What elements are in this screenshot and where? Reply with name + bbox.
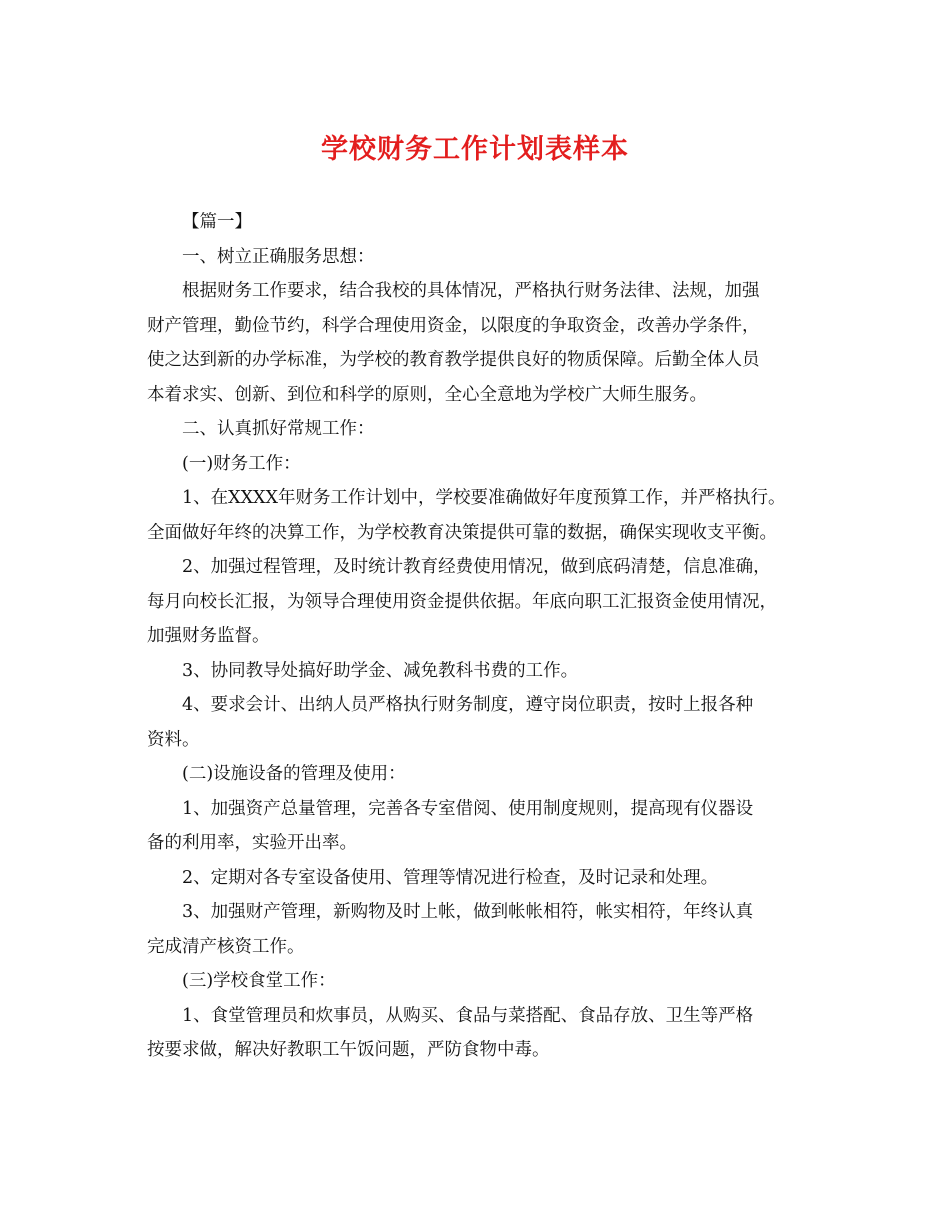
text-line: 1、加强资产总量管理，完善各专室借阅、使用制度规则，提高现有仪器设: [182, 798, 754, 819]
text-line: 按要求做，解决好教职工午饭问题，严防食物中毒。: [147, 1040, 550, 1060]
text-line: 3、协同教导处搞好助学金、减免教科书费的工作。: [182, 660, 579, 681]
paragraph: [147, 274, 817, 412]
paragraph: [147, 481, 817, 550]
paragraph: [147, 757, 817, 792]
paragraph: [147, 447, 817, 482]
paragraph: [147, 792, 817, 861]
text-line: 2、加强过程管理，及时统计教育经费使用情况，做到底码清楚，信息准确，: [182, 557, 771, 577]
text-line: 完成清产核资工作。: [147, 936, 305, 957]
paragraph: [147, 205, 817, 240]
paragraph: [147, 895, 817, 964]
paragraph: [147, 412, 817, 447]
paragraph: [147, 861, 817, 896]
document-body: [147, 205, 817, 1068]
text-line: 加强财务监督。: [147, 626, 270, 646]
paragraph: [147, 654, 817, 689]
text-line: (一)财务工作：: [182, 453, 301, 474]
text-line: (三)学校食堂工作：: [182, 971, 336, 991]
paragraph: [147, 999, 817, 1068]
text-line: 2、定期对各专室设备使用、管理等情况进行检查，及时记录和处理。: [182, 867, 719, 888]
text-line: 备的利用率，实验开出率。: [147, 833, 357, 853]
text-line: 一、树立正确服务思想：: [182, 246, 375, 267]
text-line: 全面做好年终的决算工作，为学校教育决策提供可靠的数据，确保实现收支平衡。: [147, 522, 777, 543]
text-line: 根据财务工作要求，结合我校的具体情况，严格执行财务法律、法规，加强: [182, 281, 760, 301]
text-line: 4、要求会计、出纳人员严格执行财务制度，遵守岗位职责，按时上报各种: [182, 695, 754, 715]
paragraph: [147, 240, 817, 275]
document-title: 学校财务工作计划表样本: [321, 134, 629, 165]
text-line: 使之达到新的办学标准，为学校的教育教学提供良好的物质保障。后勤全体人员: [147, 350, 760, 370]
paragraph: [147, 688, 817, 757]
paragraph: [147, 964, 817, 999]
text-line: 本着求实、创新、到位和科学的原则，全心全意地为学校广大师生服务。: [147, 384, 707, 405]
text-line: 二、认真抓好常规工作：: [182, 419, 375, 439]
text-line: 每月向校长汇报，为领导合理使用资金提供依据。年底向职工汇报资金使用情况，: [147, 591, 777, 612]
text-line: 财产管理，勤俭节约，科学合理使用资金，以限度的争取资金，改善办学条件，: [147, 315, 760, 336]
text-line: 3、加强财产管理，新购物及时上帐，做到帐帐相符，帐实相符，年终认真: [182, 902, 754, 922]
text-line: 资料。: [147, 729, 200, 750]
text-line: 1、在XXXX年财务工作计划中，学校要准确做好年度预算工作，并严格执行。: [182, 488, 786, 508]
text-line: 1、食堂管理员和炊事员，从购买、食品与菜搭配、食品存放、卫生等严格: [182, 1005, 754, 1026]
paragraph: [147, 550, 817, 654]
text-line: (二)设施设备的管理及使用：: [182, 764, 406, 784]
text-line: 【篇一】: [182, 212, 252, 232]
